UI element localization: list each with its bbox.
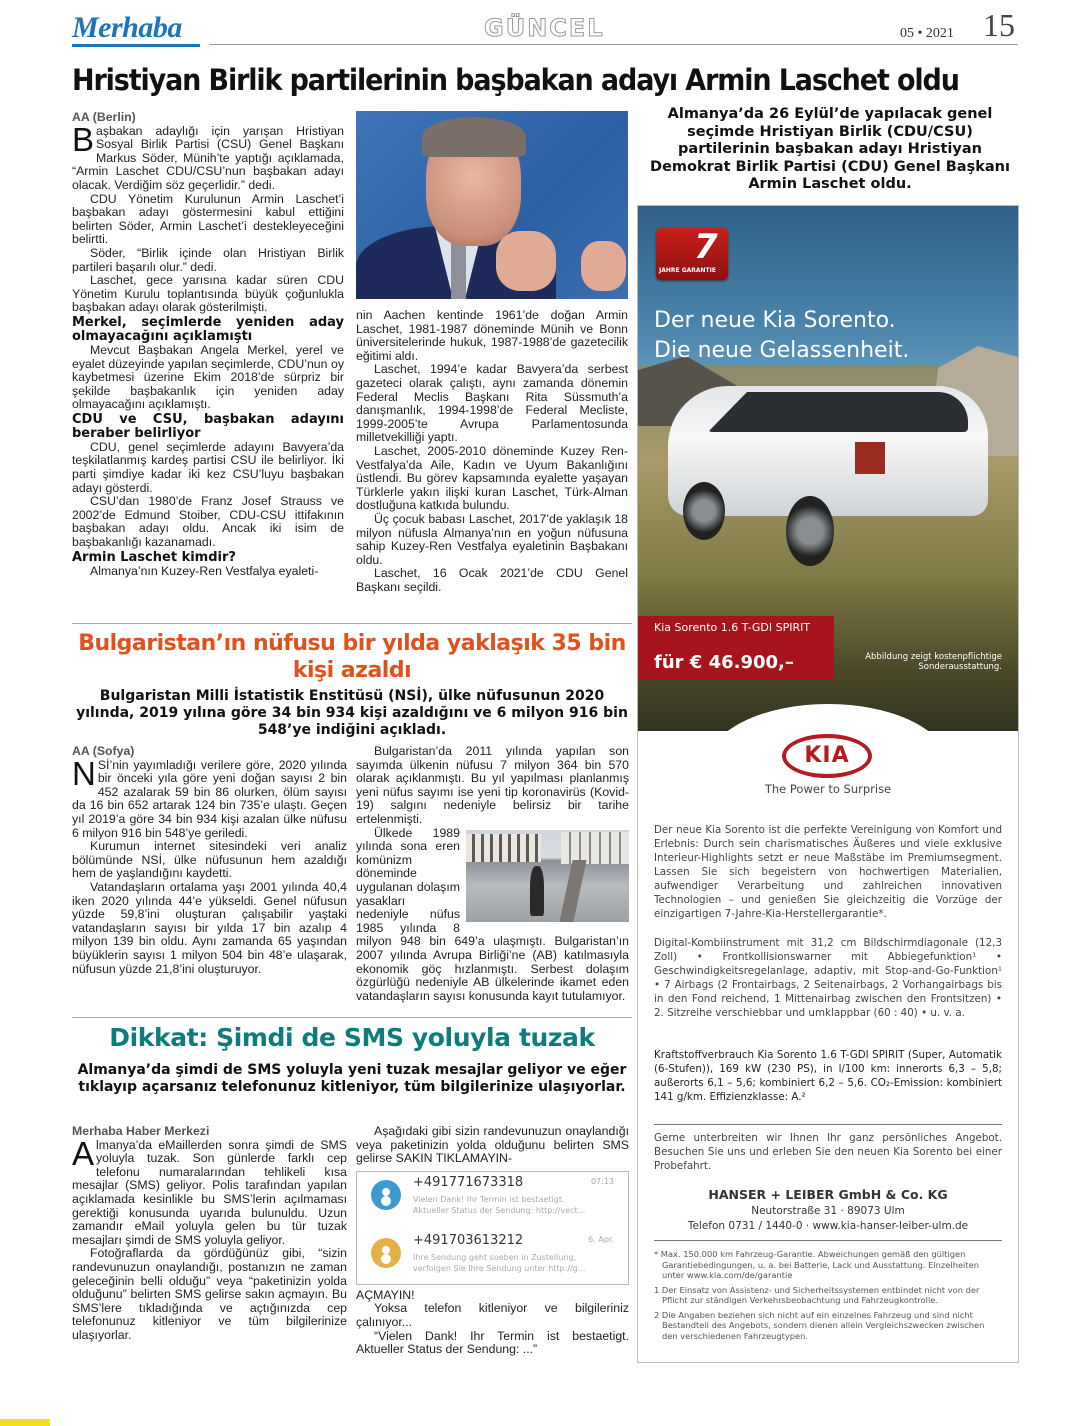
article1-p5: Mevcut Başbakan Angela Merkel, yerel ve eyalet düzeyinde yapılan seçimlerde, CDU’nun oy kaybetmesi üzerine Ekim 2018’de sürpriz bir şekilde başbakanlık için yeniden aday olmayacağını açıklamıştı. <box>72 342 344 412</box>
sofya-street-photo <box>466 830 629 922</box>
footnote-1: 1 Der Einsatz von Assistenz- und Sicherheitssystemen entbindet nicht von der Pflicht zur ständigen Verkehrsbeobachtung und Fahrzeugkontrolle. <box>654 1284 980 1305</box>
article3-source: Merhaba Haber Merkezi <box>72 1124 210 1138</box>
sms-preview-line: Vielen Dank! Ihr Termin ist bestaetigt. <box>413 1194 565 1204</box>
ad-model: Kia Sorento 1.6 T-GDI SPIRIT <box>654 621 811 634</box>
ad-headline <box>654 306 1014 366</box>
warranty-label: JAHRE GARANTIE <box>659 267 716 274</box>
article2-p3: Vatandaşların ortalama yaşı 2001 yılında 40,4 iken 2020 yılında 44’e yükseldi. Genel nüfusun yüzde 59,8’ini oluşturan çalışabilir yaştaki vatandaşların sayısı bir yılda 17 bin azalıp 4 milyon 139 bin oldu. Aynı zamanda 65 yaşından büyüklerin sayısı 1 milyon 504 bin 48’e ulaşarak, nüfusun yüzde 21,8’ini oluşturuyor. <box>72 879 347 976</box>
article1-p8b: nin Aachen kentinde 1961’de doğan Armin Laschet, 1981-1987 döneminde Münih ve Bonn üniversitelerinde hukuk, 1987-1988’de gazetecilik eğitimi aldı. <box>356 308 628 363</box>
article3-p4: AÇMAYIN! <box>356 1287 415 1302</box>
article3-lede: Almanya’da şimdi de SMS yoluyla yeni tuzak mesajlar geliyor ve eğer tıklayıp açarsanız telefonunuz kitleniyor, tüm bilgilerinize ulaşıyorlar. <box>77 1062 627 1095</box>
article2-p4: Bulgaristan’da 2011 yılında yapılan son sayımda ülkenin nüfusu 7 milyon 364 bin 570 olarak açıklanmıştı. Bu yıl yapılması planlanmış yeni nüfus sayımı ise yeni tip koronavirüs (Kovid-19) salgını nedeniyle belirsiz bir tarihe ertelenmişti. <box>356 744 629 826</box>
article1-subhead-merkel: Merkel, seçimlerde yeniden aday olmayacağını açıklamıştı <box>72 314 344 344</box>
logo-underline <box>72 44 200 47</box>
article1-p8a: Almanya’nın Kuzey-Ren Vestfalya eyaleti- <box>90 563 319 578</box>
ad-body-text: Der neue Kia Sorento ist die perfekte Vereinigung von Komfort und Erlebnis: Durch sein charismatisches Äußeres und viele exklusive Interieur-Highlights setzt er neue Maßstäbe im Premiumsegment. Lassen Sie sich begeistern von hochwertigen Materialien, aufwendiger Verarbeitung und zahlreichen innovativen Technologien – und genießen Sie gleichzeitig die Vorzüge der einzigartigen 7-Jahre-Kia-Herstellergarantie*. <box>654 824 1002 920</box>
article1-subhead-laschet: Armin Laschet kimdir? <box>72 549 236 565</box>
page-number: 15 <box>983 7 1015 43</box>
price-box <box>638 616 834 679</box>
sms-preview <box>413 1252 585 1274</box>
article1-p2: CDU Yönetim Kurulunun Armin Laschet’i başbakan adayı göstermesini kabul ettiğini belirten Söder, Armin Laschet’i destekleyeceğini belirtti. <box>72 191 344 247</box>
article3-p6: “Vielen Dank! Ihr Termin ist bestaetigt. Aktueller Status der Sendung: ...” <box>356 1328 629 1357</box>
sms-message <box>357 1172 628 1224</box>
article1-p9: Laschet, 1994’e kadar Bavyera’da serbest gazeteci olarak çalıştı, aynı zamanda dönemin Federal Meclis Başkanı Rita Süssmuth’a danışmanlık, 1994-1998’de Federal Mecliste, 1999-2005’te Avrupa Parlamentosunda milletvekilliği yaptı. <box>356 362 628 445</box>
article3-column1 <box>72 1125 347 1343</box>
article1-p4: Laschet, gece yarısına kadar süren CDU Yönetim Kurulu toplantısında büyük çoğunlukla başbakan adayı olarak gösterilmişti. <box>72 273 344 315</box>
footnote-2: 2 Die Angaben beziehen sich nicht auf ein einzelnes Fahrzeug und sind nicht Bestandteil des Angebots, sondern dienen allein Vergleichszwecken zwischen den verschiedenen Fahrzeugtypen. <box>654 1309 985 1341</box>
article3-column2 <box>356 1125 629 1357</box>
footnote-warranty: * Max. 150.000 km Fahrzeug-Garantie. Abweichungen gemäß den gültigen Garantiebedingungen, u. a. bei Batterie, Lack und Ausstattung. Einzelheiten unter www.kia.com/de/garantie <box>654 1249 979 1280</box>
article1-column2 <box>356 309 628 594</box>
article3-p5: Yoksa telefon kitleniyor ve bilgileriniz çalınıyor... <box>356 1301 629 1329</box>
sms-preview-line: verfolgen Sie Ihre Sendung unter http://g... <box>413 1263 586 1273</box>
issue-date: 05 • 2021 <box>900 26 954 41</box>
article1-p6: CDU, genel seçimlerde adayını Bavyera’da teşkilatlanmış kardeş partisi CSU ile belirliyor. İki parti şimdiye kadar iki kez CSU’luyu başbakan adayı gösterdi. <box>72 439 344 495</box>
divider <box>654 1124 1002 1125</box>
ad-offer-text: Gerne unterbreiten wir Ihnen Ihr ganz persönliches Angebot. Besuchen Sie uns und erleben Sie den neuen Kia Sorento bei einer Probefahrt. <box>654 1132 1002 1172</box>
ad-image-note: Abbildung zeigt kostenpflichtige Sonderausstattung. <box>865 652 1002 672</box>
article3-p2: Fotoğraflarda da gördüğünüz gibi, “sizin randevunuzun onaylandığı, postanızın ne zaman geleceğinin belli olduğu” veya “paketinizin yolda olduğunu” belirten SMS gelirse sakın açmayın. Bu SMS’lere tıkladığında ve açtığınızda cep telefonunuz kitleniyor ve tüm bilgilerinize ulaşıyorlar. <box>72 1246 347 1342</box>
divider <box>654 1240 1002 1241</box>
masthead-logo: Merhaba <box>72 11 182 44</box>
article2-p2: Kurumun internet sitesindeki veri analiz bölümünde NSİ, ülke nüfusunun hem azaldığı hem de yaşlandığını kaydetti. <box>72 839 347 881</box>
ad-headline-line2: Die neue Gelassenheit. <box>654 338 910 363</box>
dealer-name: HANSER + LEIBER GmbH & Co. KG <box>708 1187 948 1202</box>
sms-preview <box>413 1194 585 1216</box>
contact-avatar-icon <box>371 1180 401 1210</box>
article1-headline: Hristiyan Birlik partilerinin başbakan adayı Armin Laschet oldu <box>72 63 959 97</box>
kia-advertisement <box>637 205 1019 1363</box>
ad-price: für € 46.900,– <box>654 652 794 673</box>
drop-cap: B <box>72 120 95 158</box>
drop-cap: A <box>72 1134 95 1172</box>
sms-preview-line: Aktueller Status der Sendung: http://vect... <box>413 1205 586 1215</box>
laschet-photo <box>356 111 628 299</box>
article3-p1: lmanya’da eMaillerden sonra şimdi de SMS yoluyla tuzak. Son günlerde farklı cep telefonu numaralarından tehlikeli kısa mesajlar (SMS) geliyor. Polis tarafından yapılan açıklamada kesinlikle bu SMS’lerin açılmaması gerektiği konusunda uyarıda bulunuldu. Uzun zamandır eMail yoluyla gelen bu tür tuzak mesajları şimdi de SMS yoluyla geliyor. <box>72 1137 347 1247</box>
dealer-address: Neutorstraße 31 · 89073 Ulm <box>751 1205 905 1217</box>
sms-screenshot <box>356 1171 629 1285</box>
article3-p3: Aşağıdaki gibi sizin randevunuzun onaylandığı veya paketinizin yolda olduğunu belirten SMS gelirse SAKIN TIKLAMAYIN- <box>356 1124 629 1166</box>
article2-p5: Ülkede 1989 yılında sona eren komünizm döneminde uygulanan dolaşım yasakları nedeniyle nüfus 1985 yılında 8 milyon 948 bin 649’a ulaşmıştı. Bulgaristan’ın 2007 yılında Avrupa Birliği’ne (AB) katılmasıyla ekonomik göç hızlanmıştı. Serbest dolaşım özgürlüğü nedeniyle AB ülkelerinde ikamet eden vatandaşların sayısı konusunda kayıt tutulamıyor. <box>356 825 629 1003</box>
ad-consumption-text: Kraftstoffverbrauch Kia Sorento 1.6 T-GDI SPIRIT (Super, Automatik (6-Stufen)), 169 kW (230 PS), in l/100 km: innerorts 6,3 – 5,8; außerorts 6,1 – 5,6; kombiniert 6,2 – 5,6. CO₂-Emission: kombiniert 141 g/km. Effizienzklasse: A.² <box>654 1049 1002 1103</box>
sms-sender: +491703613212 <box>413 1232 524 1248</box>
article1-column1 <box>72 111 344 578</box>
article2-headline: Bulgaristan’ın nüfusu bir yılda yaklaşık 35 bin kişi azaldı <box>78 631 626 683</box>
article2-column2 <box>356 745 629 1003</box>
article2-column1 <box>72 745 347 976</box>
corner-marker <box>0 1419 50 1426</box>
sms-time: 07:13 <box>590 1176 614 1186</box>
article1-subhead-cdu-csu: CDU ve CSU, başbakan adayını beraber belirliyor <box>72 411 344 441</box>
section-title: GÜNCEL <box>484 14 605 42</box>
ad-headline-line1: Der neue Kia Sorento. <box>654 308 896 333</box>
article1-lede: Almanya’da 26 Eylül’de yapılacak genel seçimde Hristiyan Birlik (CDU/CSU) partilerinin başbakan adayı Hristiyan Demokrat Birlik Partisi (CDU) Genel Başkanı Armin Laschet oldu. <box>650 106 1010 192</box>
article2-p1: Sİ’nin yayımladığı verilere göre, 2020 yılında bir önceki yıla göre yeni doğan sayısı 2 bin 452 azalarak 59 bin 86 olurken, ölüm sayısı da 16 bin 652 artarak 124 bin 735’e ulaştı. Geçen yıl 2019’a göre 34 bin 934 kişi azalan ülke nüfusu 6 milyon 916 bin 548’ye geriledi. <box>72 757 347 840</box>
drop-cap: N <box>72 754 96 792</box>
article1-p12: Laschet, 16 Ocak 2021’de CDU Genel Başkanı seçildi. <box>356 566 628 594</box>
article1-p3: Söder, “Birlik içinde olan Hristiyan Birlik partileri başarılı olur.” dedi. <box>72 245 344 274</box>
sms-preview-line: Ihre Sendung geht soeben in Zustellung, <box>413 1252 577 1262</box>
kia-slogan: The Power to Surprise <box>764 782 892 796</box>
article1-p11: Üç çocuk babası Laschet, 2017’de yaklaşık 18 milyon nüfusla Almanya’nın en yoğun nüfusuna sahip Kuzey-Ren Vestfalya eyaletinin Başbakanı oldu. <box>356 511 628 567</box>
dealer-contact: Telefon 0731 / 1440-0 · www.kia-hanser-leiber-ulm.de <box>687 1220 969 1232</box>
header-rule <box>210 44 1018 45</box>
warranty-years: 7 <box>694 228 718 267</box>
article3-headline: Dikkat: Şimdi de SMS yoluyla tuzak <box>109 1023 595 1052</box>
article1-p7: CSU’dan 1980’de Franz Josef Strauss ve 2002’de Edmund Stoiber, CDU-CSU ittifakının başbakan adayı oldu. Ancak iki isim de başbakanlığı kazanamadı. <box>72 494 344 550</box>
divider <box>72 1017 632 1018</box>
warranty-badge <box>656 228 728 280</box>
ad-footnotes <box>654 1249 1002 1345</box>
sms-message <box>357 1230 628 1282</box>
article2-lede: Bulgaristan Milli İstatistik Enstitüsü (NSİ), ülke nüfusunun 2020 yılında, 2019 yılına göre 34 bin 934 kişi azaldığını ve 6 milyon 916 bin 548’ye indiğini açıkladı. <box>76 688 628 738</box>
article1-source: AA (Berlin) <box>72 110 136 124</box>
sms-sender: +491771673318 <box>413 1174 524 1190</box>
article2-source: AA (Sofya) <box>72 744 135 758</box>
kia-logo: KIA <box>782 734 872 778</box>
ad-features-text: Digital-Kombiinstrument mit 31,2 cm Bildschirmdiagonale (12,3 Zoll) • Frontkollisionswarner mit Abbiegefunktion¹ • Geschwindigkeitsregelanlage, adaptiv, mit Stop-and-Go-Funktion¹ • 7 Airbags (2 Frontairbags, 2 Seitenairbags, 2 Vorhangairbags bis in den Fond reichend, 1 Mittenairbag zwischen den Frontsitzen) • 2. Sitzreihe verschiebbar und umklappbar (60 : 40) • u. v. a. <box>654 937 1002 1019</box>
contact-avatar-icon <box>371 1238 401 1268</box>
article1-p10: Laschet, 2005-2010 döneminde Kuzey Ren-Vestfalya’da Aile, Kadın ve Uyum Bakanlığını üstlendi. Bu görev kapsamında eyalette yaşayan Türklerle yakın ilişki kuran Laschet, Türk-Alman dostluğuna katkıda bulundu. <box>356 443 628 513</box>
sms-time: 6. Apr. <box>588 1234 614 1244</box>
article1-p1: aşbakan adaylığı için yarışan Hristiyan Sosyal Birlik Partisi (CSU) Genel Başkanı Markus Söder, Münih’te yaptığı açıklamada, “Armin Laschet CDU/CSU’nun başbakan adayı olacak. Verdiğim söz geçerlidir.” dedi. <box>72 123 344 192</box>
divider <box>72 623 632 624</box>
